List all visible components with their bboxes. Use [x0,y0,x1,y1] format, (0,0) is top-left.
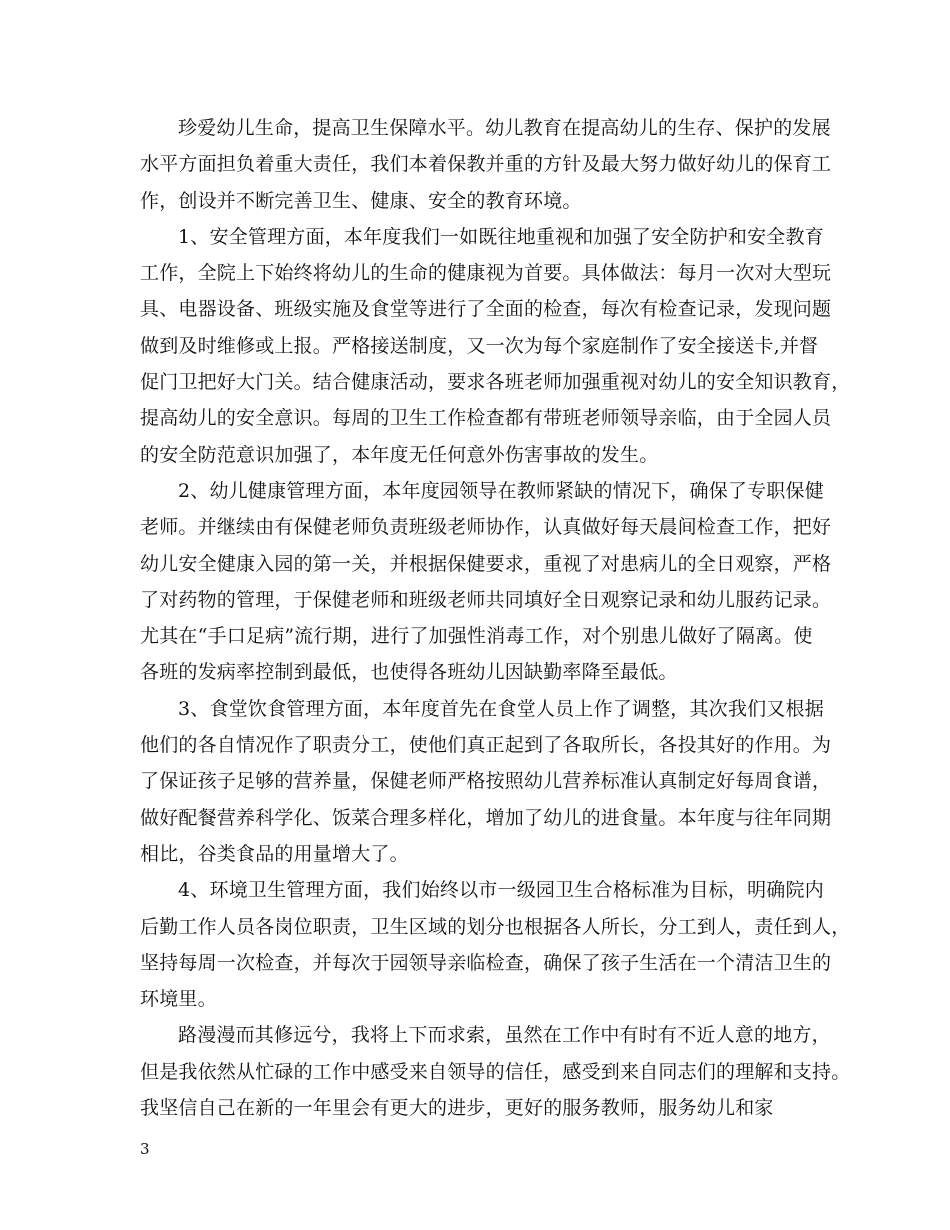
text-line: 水平方面担负着重大责任，我们本着保教并重的方针及最大努力做好幼儿的保育工 [140,153,832,176]
text-line: 环境里。 [140,988,217,1011]
text-line: 提高幼儿的安全意识。每周的卫生工作检查都有带班老师领导亲临，由于全园人员 [140,407,832,430]
text-line: 4、环境卫生管理方面，我们始终以市一级园卫生合格标准为目标，明确院内 [178,879,824,902]
text-line: 作，创设并不断完善卫生、健康、安全的教育环境。 [140,189,582,212]
text-line: 2、幼儿健康管理方面，本年度园领导在教师紧缺的情况下，确保了专职保健 [178,479,824,502]
text-line: 坚持每周一次检查，并每次于园领导亲临检查，确保了孩子生活在一个清洁卫生的 [140,951,832,974]
text-line: 老师。并继续由有保健老师负责班级老师协作，认真做好每天晨间检查工作，把好 [140,516,832,539]
text-line: 他们的各自情况作了职责分工，使他们真正起到了各取所长，各投其好的作用。为 [140,734,832,757]
text-line: 尤其在“手口足病”流行期，进行了加强性消毒工作，对个别患儿做好了隔离。使 [140,625,813,648]
text-line: 的安全防范意识加强了，本年度无任何意外伤害事故的发生。 [140,443,659,466]
text-line: 珍爱幼儿生命，提高卫生保障水平。幼儿教育在提高幼儿的生存、保护的发展 [178,117,831,139]
text-line: 相比，谷类食品的用量增大了。 [140,842,409,865]
text-line: 后勤工作人员各岗位职责，卫生区域的划分也根据各人所长，分工到人，责任到人， [140,915,851,938]
text-line: 路漫漫而其修远兮，我将上下而求索，虽然在工作中有时有不近人意的地方， [178,1024,831,1047]
text-line: 但是我依然从忙碌的工作中感受来自领导的信任，感受到来自同志们的理解和支持。 [140,1060,851,1083]
text-line: 做到及时维修或上报。严格接送制度，又一次为每个家庭制作了安全接送卡,并督 [140,334,819,357]
text-line: 幼儿安全健康入园的第一关，并根据保健要求，重视了对患病儿的全日观察，严格 [140,552,832,575]
text-line: 3、食堂饮食管理方面，本年度首先在食堂人员上作了调整，其次我们又根据 [178,697,824,720]
text-line: 了对药物的管理，于保健老师和班级老师共同填好全日观察记录和幼儿服药记录。 [140,588,832,611]
text-line: 工作，全院上下始终将幼儿的生命的健康视为首要。具体做法：每月一次对大型玩 [140,262,832,285]
text-line: 促门卫把好大门关。结合健康活动，要求各班老师加强重视对幼儿的安全知识教育， [140,371,851,394]
text-line: 各班的发病率控制到最低，也使得各班幼儿因缺勤率降至最低。 [140,661,678,684]
page-number: 3 [140,1140,150,1158]
text-line: 做好配餐营养科学化、饭菜合理多样化，增加了幼儿的进食量。本年度与往年同期 [140,806,832,829]
document-body [140,110,851,1126]
text-line: 1、安全管理方面，本年度我们一如既往地重视和加强了安全防护和安全教育 [178,225,824,248]
text-line: 我坚信自己在新的一年里会有更大的进步，更好的服务教师，服务幼儿和家 [140,1097,774,1120]
text-line: 了保证孩子足够的营养量，保健老师严格按照幼儿营养标准认真制定好每周食谱， [140,770,832,793]
text-line: 具、电器设备、班级实施及食堂等进行了全面的检查，每次有检查记录，发现问题 [140,298,832,321]
